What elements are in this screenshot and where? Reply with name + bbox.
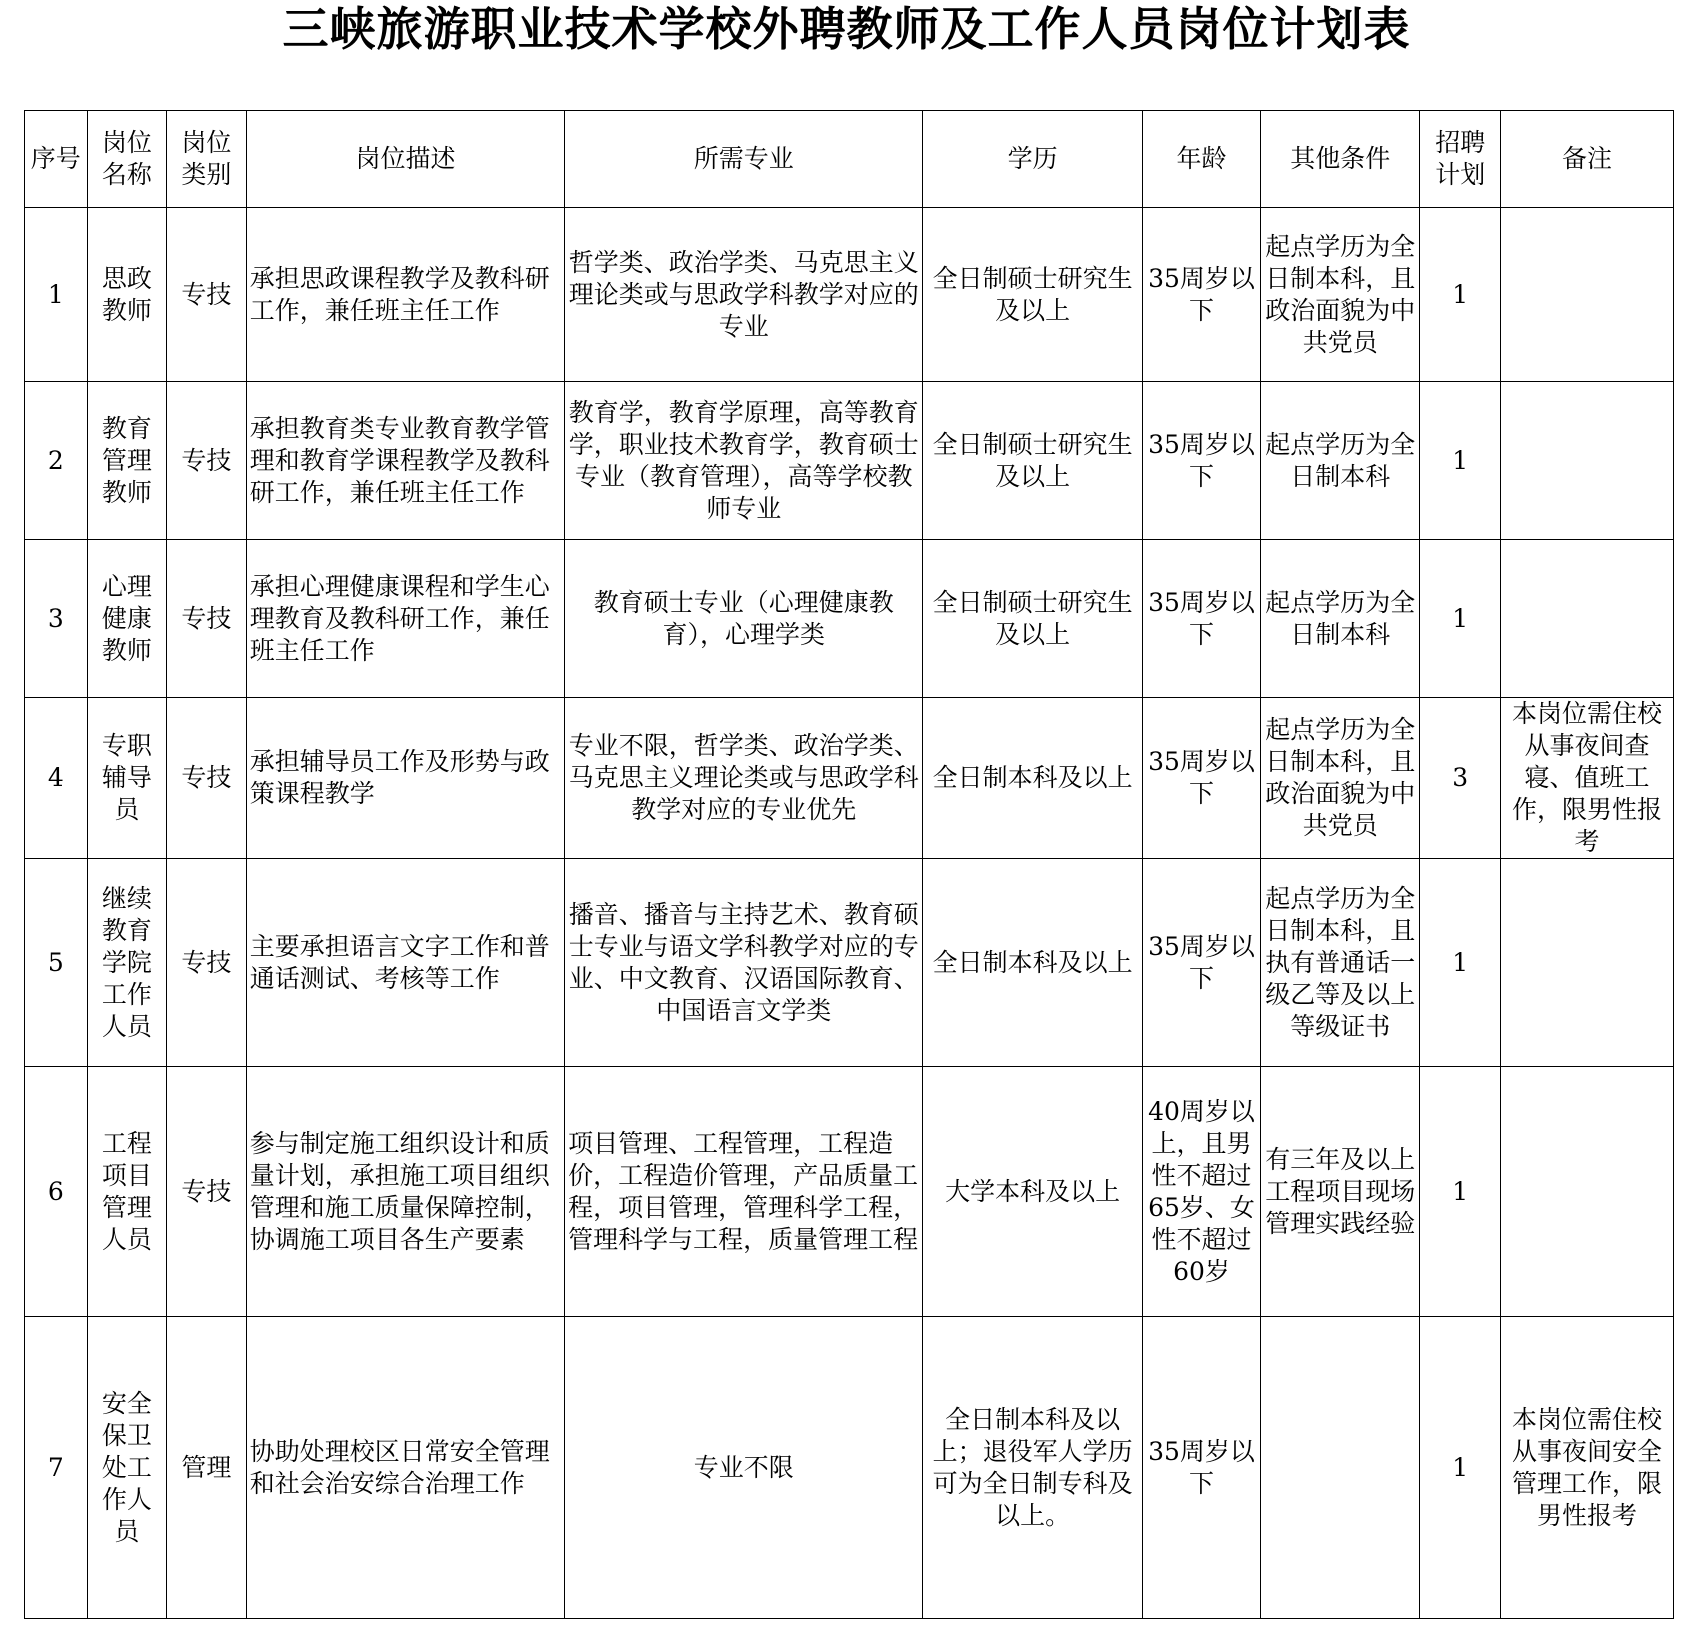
cell-remarks: 本岗位需住校从事夜间查寝、值班工作，限男性报考 xyxy=(1501,698,1674,859)
header-other-conditions: 其他条件 xyxy=(1261,111,1420,208)
cell-seq: 4 xyxy=(25,698,88,859)
cell-remarks xyxy=(1501,859,1674,1067)
cell-education: 全日制硕士研究生及以上 xyxy=(923,208,1142,382)
cell-seq: 7 xyxy=(25,1317,88,1619)
table-row xyxy=(25,208,1674,382)
table-row xyxy=(25,859,1674,1067)
table-row xyxy=(25,540,1674,698)
cell-age: 35周岁以下 xyxy=(1142,698,1260,859)
cell-remarks xyxy=(1501,1067,1674,1317)
header-hiring-plan: 招聘计划 xyxy=(1420,111,1501,208)
header-position-type: 岗位类别 xyxy=(167,111,247,208)
cell-other-conditions: 起点学历为全日制本科 xyxy=(1261,382,1420,540)
cell-seq: 5 xyxy=(25,859,88,1067)
cell-position-name: 工程项目管理人员 xyxy=(87,1067,167,1317)
cell-other-conditions: 起点学历为全日制本科，且政治面貌为中共党员 xyxy=(1261,208,1420,382)
table-row xyxy=(25,1067,1674,1317)
cell-position-name: 教育管理教师 xyxy=(87,382,167,540)
cell-seq: 1 xyxy=(25,208,88,382)
cell-age: 35周岁以下 xyxy=(1142,382,1260,540)
cell-position-type: 专技 xyxy=(167,382,247,540)
cell-remarks xyxy=(1501,540,1674,698)
header-description: 岗位描述 xyxy=(246,111,564,208)
cell-position-name: 思政教师 xyxy=(87,208,167,382)
cell-hiring-plan: 1 xyxy=(1420,859,1501,1067)
cell-education: 全日制本科及以上 xyxy=(923,698,1142,859)
header-major: 所需专业 xyxy=(565,111,923,208)
header-education: 学历 xyxy=(923,111,1142,208)
cell-position-name: 继续教育学院工作人员 xyxy=(87,859,167,1067)
cell-description: 承担教育类专业教育教学管理和教育学课程教学及教科研工作，兼任班主任工作 xyxy=(246,382,564,540)
cell-major: 教育学，教育学原理，高等教育学，职业技术教育学，教育硕士专业（教育管理），高等学校教师专业 xyxy=(565,382,923,540)
cell-age: 35周岁以下 xyxy=(1142,208,1260,382)
cell-education: 全日制本科及以上 xyxy=(923,859,1142,1067)
cell-major: 专业不限，哲学类、政治学类、马克思主义理论类或与思政学科教学对应的专业优先 xyxy=(565,698,923,859)
cell-education: 全日制本科及以上；退役军人学历可为全日制专科及以上。 xyxy=(923,1317,1142,1619)
cell-seq: 6 xyxy=(25,1067,88,1317)
cell-seq: 3 xyxy=(25,540,88,698)
cell-remarks xyxy=(1501,208,1674,382)
cell-education: 大学本科及以上 xyxy=(923,1067,1142,1317)
cell-major: 播音、播音与主持艺术、教育硕士专业与语文学科教学对应的专业、中文教育、汉语国际教育、中国语言文学类 xyxy=(565,859,923,1067)
cell-remarks xyxy=(1501,382,1674,540)
position-plan-table xyxy=(24,110,1674,1619)
cell-position-type: 专技 xyxy=(167,859,247,1067)
cell-position-name: 专职辅导员 xyxy=(87,698,167,859)
cell-hiring-plan: 1 xyxy=(1420,208,1501,382)
cell-hiring-plan: 1 xyxy=(1420,1067,1501,1317)
cell-major: 教育硕士专业（心理健康教育），心理学类 xyxy=(565,540,923,698)
cell-age: 35周岁以下 xyxy=(1142,859,1260,1067)
cell-major: 哲学类、政治学类、马克思主义理论类或与思政学科教学对应的专业 xyxy=(565,208,923,382)
cell-hiring-plan: 1 xyxy=(1420,540,1501,698)
cell-position-type: 专技 xyxy=(167,1067,247,1317)
cell-position-name: 心理健康教师 xyxy=(87,540,167,698)
cell-position-type: 专技 xyxy=(167,208,247,382)
cell-other-conditions: 有三年及以上工程项目现场管理实践经验 xyxy=(1261,1067,1420,1317)
table-row xyxy=(25,382,1674,540)
cell-position-type: 管理 xyxy=(167,1317,247,1619)
cell-major: 专业不限 xyxy=(565,1317,923,1619)
cell-other-conditions: 起点学历为全日制本科 xyxy=(1261,540,1420,698)
cell-position-name: 安全保卫处工作人员 xyxy=(87,1317,167,1619)
cell-description: 承担心理健康课程和学生心理教育及教科研工作，兼任班主任工作 xyxy=(246,540,564,698)
header-age: 年龄 xyxy=(1142,111,1260,208)
cell-other-conditions xyxy=(1261,1317,1420,1619)
cell-major: 项目管理、工程管理，工程造价，工程造价管理，产品质量工程，项目管理，管理科学工程，管理科学与工程，质量管理工程 xyxy=(565,1067,923,1317)
cell-position-type: 专技 xyxy=(167,698,247,859)
cell-remarks: 本岗位需住校从事夜间安全管理工作，限男性报考 xyxy=(1501,1317,1674,1619)
cell-description: 主要承担语言文字工作和普通话测试、考核等工作 xyxy=(246,859,564,1067)
table-header-row xyxy=(25,111,1674,208)
cell-age: 35周岁以下 xyxy=(1142,1317,1260,1619)
header-seq: 序号 xyxy=(25,111,88,208)
cell-hiring-plan: 3 xyxy=(1420,698,1501,859)
cell-description: 参与制定施工组织设计和质量计划，承担施工项目组织管理和施工质量保障控制，协调施工项目各生产要素 xyxy=(246,1067,564,1317)
cell-seq: 2 xyxy=(25,382,88,540)
cell-other-conditions: 起点学历为全日制本科，且政治面貌为中共党员 xyxy=(1261,698,1420,859)
cell-other-conditions: 起点学历为全日制本科，且执有普通话一级乙等及以上等级证书 xyxy=(1261,859,1420,1067)
cell-hiring-plan: 1 xyxy=(1420,382,1501,540)
cell-description: 承担思政课程教学及教科研工作，兼任班主任工作 xyxy=(246,208,564,382)
header-position-name: 岗位名称 xyxy=(87,111,167,208)
header-remarks: 备注 xyxy=(1501,111,1674,208)
cell-position-type: 专技 xyxy=(167,540,247,698)
cell-description: 协助处理校区日常安全管理和社会治安综合治理工作 xyxy=(246,1317,564,1619)
cell-education: 全日制硕士研究生及以上 xyxy=(923,382,1142,540)
table-row xyxy=(25,1317,1674,1619)
cell-description: 承担辅导员工作及形势与政策课程教学 xyxy=(246,698,564,859)
page-title: 三峡旅游职业技术学校外聘教师及工作人员岗位计划表 xyxy=(282,2,1411,56)
table-row xyxy=(25,698,1674,859)
cell-age: 35周岁以下 xyxy=(1142,540,1260,698)
cell-hiring-plan: 1 xyxy=(1420,1317,1501,1619)
cell-education: 全日制硕士研究生及以上 xyxy=(923,540,1142,698)
cell-age: 40周岁以上，且男性不超过65岁、女性不超过60岁 xyxy=(1142,1067,1260,1317)
